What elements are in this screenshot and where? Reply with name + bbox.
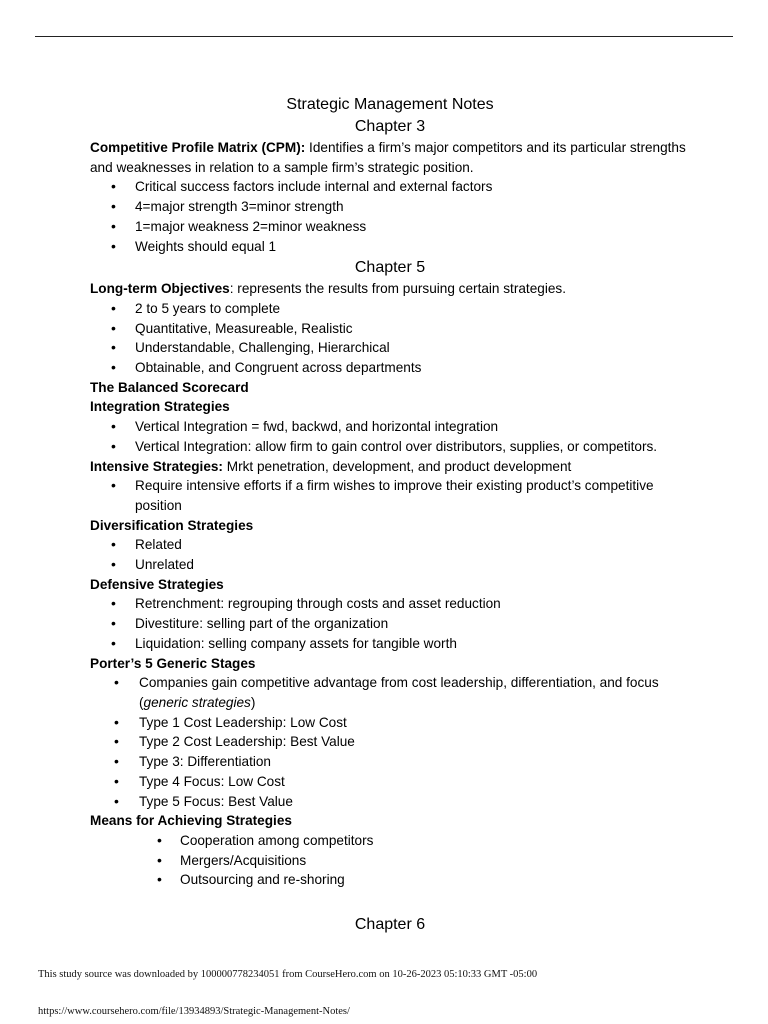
porter-generic-stages-list [90,673,690,811]
list-item: • Require intensive efforts if a firm wishes to improve their existing product’s competitive position [90,476,690,515]
list-item: • Weights should equal 1 [90,237,690,257]
long-term-objectives-list [90,299,690,378]
list-item: • Liquidation: selling company assets for tangible worth [90,634,690,654]
list-item: • 1=major weakness 2=minor weakness [90,217,690,237]
list-item: • Retrenchment: regrouping through costs and asset reduction [90,594,690,614]
means-for-achieving-strategies-list [90,831,690,890]
list-item: • Vertical Integration = fwd, backwd, and horizontal integration [90,417,690,437]
generic-strategies-italic: generic strategies [143,694,251,710]
balanced-scorecard-heading: The Balanced Scorecard [90,379,249,395]
cpm-definition: Identifies a firm’s major competitors and its particular strengths and weaknesses in relation to a sample firm’s strategic position. [90,140,686,175]
diversification-strategies-heading: Diversification Strategies [90,517,254,533]
list-item: • Vertical Integration: allow firm to gain control over distributors, supplies, or competitors. [90,437,690,457]
list-item: • Unrelated [90,555,690,575]
diversification-strategies-list [90,535,690,574]
list-item: • 4=major strength 3=minor strength [90,197,690,217]
cpm-paragraph [90,138,690,177]
list-item: • Outsourcing and re-shoring [90,870,690,890]
list-item: • Type 4 Focus: Low Cost [90,772,690,792]
list-item: • Cooperation among competitors [90,831,690,851]
list-item: • Related [90,535,690,555]
integration-strategies-list [90,417,690,456]
intensive-strategies-definition: Mrkt penetration, development, and product development [222,458,572,474]
long-term-objectives-paragraph [90,279,690,299]
top-rule [35,36,733,37]
list-item: • Divestiture: selling part of the organization [90,614,690,634]
long-term-objectives-definition: : represents the results from pursuing certain strategies. [229,281,566,297]
list-item: • Type 5 Focus: Best Value [90,792,690,812]
chapter-5-heading: Chapter 5 [354,259,426,277]
intensive-strategies-paragraph [90,457,690,477]
list-item [90,673,690,712]
list-item: • Mergers/Acquisitions [90,851,690,871]
document-body [90,94,690,936]
source-url-link[interactable]: https://www.coursehero.com/file/13934893/Strategic-Management-Notes/ [38,1006,350,1017]
intensive-strategies-list [90,476,690,515]
list-item: • Type 2 Cost Leadership: Best Value [90,732,690,752]
long-term-objectives-term: Long-term Objectives [90,281,230,297]
porter-intro-close: ) [250,694,256,710]
porter-intro-text: Companies gain competitive advantage from cost leadership, differentiation, and focus ( [139,675,659,710]
defensive-strategies-list [90,594,690,653]
list-item: • Obtainable, and Congruent across departments [90,358,690,378]
cpm-bullet-list [90,177,690,256]
list-item: • Understandable, Challenging, Hierarchical [90,338,690,358]
chapter-3-heading: Chapter 3 [354,118,426,135]
list-item: • Type 3: Differentiation [90,752,690,772]
porter-generic-stages-heading: Porter’s 5 Generic Stages [90,655,256,671]
document-title: Strategic Management Notes [286,96,494,113]
intensive-strategies-term: Intensive Strategies: [90,458,223,474]
cpm-term: Competitive Profile Matrix (CPM): [90,140,306,155]
integration-strategies-heading: Integration Strategies [90,399,230,415]
list-item: • Critical success factors include internal and external factors [90,177,690,197]
list-item: • 2 to 5 years to complete [90,299,690,319]
list-item: • Type 1 Cost Leadership: Low Cost [90,713,690,733]
chapter-6-heading: Chapter 6 [354,916,426,934]
means-for-achieving-strategies-heading: Means for Achieving Strategies [90,813,292,829]
download-note: This study source was downloaded by 100000778234051 from CourseHero.com on 10-26-2023 05:10:33 GMT -05:00 [38,969,538,980]
list-item: • Quantitative, Measureable, Realistic [90,319,690,339]
defensive-strategies-heading: Defensive Strategies [90,576,224,592]
